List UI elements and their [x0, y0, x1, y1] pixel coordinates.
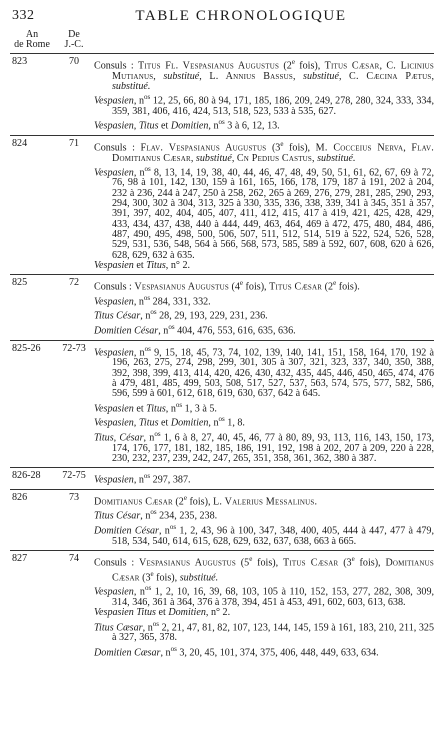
- text-run: os: [154, 429, 161, 438]
- text-run: (5: [235, 557, 250, 569]
- text-run: , n: [133, 296, 144, 308]
- text-run: 234, 235, 238.: [156, 510, 218, 522]
- text-run: Vespasien: [94, 474, 134, 486]
- text-run: ,: [312, 152, 318, 164]
- chronology-entry: [10, 135, 434, 271]
- text-run: fois).: [336, 281, 360, 293]
- text-run: , n: [133, 347, 145, 359]
- text-run: Vespasien: [94, 296, 134, 308]
- text-run: fois),: [283, 142, 316, 154]
- chronology-entry: [10, 489, 434, 547]
- text-run: 3 à 6, 12, 13.: [224, 120, 280, 132]
- text-run: os: [218, 415, 225, 424]
- text-run: , n: [133, 167, 145, 179]
- text-run: ,: [431, 70, 435, 82]
- text-run: os: [152, 619, 159, 628]
- text-run: Vespasien, Titus: [94, 120, 162, 132]
- entry-line: [94, 583, 434, 608]
- text-run: fois),: [252, 557, 284, 569]
- text-run: Flav. Domitianus Cæsar: [112, 142, 435, 164]
- text-run: Titus: [146, 259, 166, 271]
- text-run: os: [143, 472, 151, 481]
- text-run: os: [168, 323, 175, 332]
- year-jc: 72-73: [62, 342, 86, 354]
- text-run: Consuls :: [94, 281, 135, 293]
- text-run: substitué: [303, 70, 339, 82]
- col-head-rome-line2: de Rome: [14, 39, 50, 50]
- entry-body: [94, 139, 434, 271]
- text-run: os: [150, 308, 157, 317]
- text-run: Vespasien: [94, 259, 137, 271]
- text-run: Vespasianus Augustus: [139, 557, 236, 569]
- text-run: e: [351, 555, 355, 564]
- entry-line: [94, 278, 434, 293]
- text-run: Vespasien: [94, 347, 134, 359]
- text-run: , n: [142, 622, 153, 634]
- text-run: 1, 8.: [224, 417, 245, 429]
- text-run: os: [144, 584, 152, 593]
- text-run: Vespasien: [94, 586, 134, 598]
- text-run: e: [150, 569, 154, 578]
- year-rome: 825-26: [12, 342, 41, 354]
- text-run: et: [136, 259, 147, 271]
- text-run: os: [169, 523, 177, 532]
- text-run: , n: [208, 120, 219, 132]
- entry-body: [94, 344, 434, 464]
- text-run: e: [239, 279, 244, 288]
- chronology-entry: [10, 550, 434, 658]
- text-run: (2: [322, 281, 334, 293]
- text-run: Vespasien Titus: [94, 607, 159, 619]
- text-run: et: [136, 402, 147, 414]
- text-run: fois),: [294, 60, 325, 72]
- text-run: C. Licinius Mutianus: [112, 60, 435, 82]
- col-head-rome: [10, 30, 54, 50]
- text-run: Titus Cæsar: [324, 60, 380, 72]
- entry-line: [94, 619, 434, 644]
- chronology-entries: [10, 53, 434, 658]
- year-jc: 73: [68, 491, 80, 503]
- text-run: 1, 6 à 8, 27, 40, 45, 46, 77 à 80, 89, 93, 113, 116, 143, 150, 173, 174, 176, 177, 181, 182, 185, 186, 191, 192, 198 à 202, 207 à 209, 220 à 228, 230, 232, 237, 239, 242, 247, 265, 351, 358, 361, 362, 380 à 387.: [112, 432, 434, 464]
- entry-body: [94, 471, 434, 486]
- text-run: , n: [133, 474, 144, 486]
- text-run: , n: [140, 310, 151, 322]
- year-rome: 826: [12, 491, 28, 503]
- page-header: [10, 6, 434, 28]
- entry-body: [94, 278, 434, 337]
- text-run: fois),: [243, 281, 270, 293]
- text-run: os: [218, 118, 225, 127]
- text-run: substitué.: [179, 572, 219, 584]
- text-run: .: [314, 496, 318, 508]
- text-run: ,: [153, 70, 164, 82]
- text-run: et: [161, 417, 171, 429]
- text-run: Titus César: [94, 510, 141, 522]
- text-run: Vespasianus Augustus: [134, 281, 229, 293]
- entry-line: [94, 322, 434, 337]
- text-run: Titus Cæsar: [94, 622, 143, 634]
- text-run: (2: [279, 60, 292, 72]
- text-run: 28, 29, 193, 229, 231, 236.: [156, 310, 268, 322]
- text-run: e: [291, 58, 295, 66]
- running-title: TABLE CHRONOLOGIQUE: [135, 8, 347, 24]
- text-run: Domitien: [168, 607, 206, 619]
- text-run: et: [158, 607, 169, 619]
- entry-line: [94, 507, 434, 522]
- text-run: Consuls :: [94, 60, 139, 72]
- entry-line: [94, 429, 434, 464]
- text-run: ,: [379, 60, 387, 72]
- entry-line: [94, 293, 434, 308]
- text-run: , n: [140, 510, 151, 522]
- text-run: Titus César: [94, 310, 141, 322]
- text-run: ,: [199, 70, 210, 82]
- text-run: fois),: [186, 496, 213, 508]
- text-run: , n: [158, 525, 170, 537]
- year-rome: 825: [12, 277, 28, 289]
- col-head-jc-line1: De: [68, 29, 80, 40]
- text-run: Consuls :: [94, 557, 140, 569]
- text-run: ,: [338, 70, 350, 82]
- text-run: 1, 2, 10, 16, 39, 68, 103, 105 à 110, 152, 153, 277, 282, 308, 309, 314, 346, 361 à 364, 376 à 378, 394, 451 à 453, 491, 602, 603, 613, 638.: [112, 586, 435, 609]
- entry-line: [94, 522, 434, 547]
- entry-line: [94, 117, 434, 132]
- entry-line: [94, 493, 434, 508]
- text-run: ,: [190, 152, 196, 164]
- text-run: , n° 2.: [205, 607, 231, 619]
- column-headers: [10, 30, 434, 50]
- entry-line: [94, 400, 434, 415]
- text-run: Titus Fl. Vespasianus Augustus: [138, 60, 280, 72]
- entry-line: [94, 139, 434, 164]
- text-run: Titus Cæsar: [269, 281, 323, 293]
- text-run: , n: [133, 95, 145, 107]
- text-run: Domitien: [170, 417, 209, 429]
- text-run: et: [161, 120, 171, 132]
- entry-line: [94, 92, 434, 117]
- text-run: 1, 3 à 5.: [182, 402, 217, 414]
- text-run: , n: [143, 432, 155, 444]
- entry-line: [94, 471, 434, 486]
- year-jc: 72: [68, 277, 80, 289]
- text-run: substitué.: [112, 80, 151, 92]
- text-run: (3: [139, 572, 151, 584]
- text-run: 12, 25, 66, 80 à 94, 171, 185, 186, 209, 249, 278, 280, 324, 333, 334, 359, 381, 406, 416, 424, 513, 518, 523, 533 à 535, 627.: [112, 95, 434, 117]
- text-run: Domitianus Cæsar: [94, 496, 173, 508]
- year-rome: 823: [12, 56, 28, 67]
- text-run: M. Cocceius Nerva: [315, 142, 404, 154]
- text-run: 284, 331, 332.: [150, 296, 211, 308]
- chronology-entry: [10, 467, 434, 486]
- text-run: substitué: [163, 70, 200, 82]
- text-run: ,: [403, 142, 412, 154]
- entry-line: [94, 57, 434, 92]
- year-rome: 826-28: [12, 470, 41, 482]
- text-run: (3: [266, 142, 281, 154]
- text-run: Flav. Vespasianus Augustus: [140, 142, 267, 154]
- chronology-entry: [10, 340, 434, 464]
- text-run: e: [280, 139, 284, 148]
- entry-line: [94, 261, 434, 271]
- text-run: os: [144, 344, 151, 353]
- text-run: Titus, César: [94, 432, 144, 444]
- text-run: Domitien: [170, 120, 209, 132]
- year-jc: 72-75: [62, 470, 86, 482]
- entry-line: [94, 608, 434, 618]
- text-run: (3: [338, 557, 352, 569]
- text-run: Vespasien: [94, 402, 137, 414]
- text-run: L. Valerius Messalinus: [213, 496, 315, 508]
- text-run: Cn Pedius Castus: [236, 152, 313, 164]
- entry-line: [94, 644, 434, 659]
- text-run: C. Cæcina Pætus: [349, 70, 432, 82]
- text-run: (4: [228, 281, 240, 293]
- text-run: 3, 20, 45, 101, 374, 375, 406, 448, 449, 633, 634.: [176, 646, 379, 658]
- text-run: e: [183, 493, 187, 502]
- text-run: , n: [165, 402, 176, 414]
- text-run: L. Annius Bassus: [209, 70, 293, 82]
- text-run: 297, 387.: [150, 474, 191, 486]
- text-run: Domitien César: [94, 325, 159, 337]
- entry-line: [94, 414, 434, 429]
- text-run: , n° 2.: [165, 259, 191, 271]
- text-run: , n: [133, 586, 145, 598]
- text-run: ,: [231, 152, 237, 164]
- text-run: Consuls :: [94, 142, 141, 154]
- year-rome: 827: [12, 553, 28, 565]
- text-run: Domitien César: [94, 525, 159, 537]
- text-run: Titus Cæsar: [283, 557, 339, 569]
- text-run: e: [333, 279, 337, 288]
- text-run: os: [144, 93, 151, 102]
- text-run: , n: [208, 417, 219, 429]
- chronology-entry: [10, 53, 434, 132]
- text-run: Vespasien, Titus: [94, 417, 162, 429]
- text-run: os: [150, 508, 157, 517]
- entry-body: [94, 554, 434, 658]
- entry-line: [94, 307, 434, 322]
- text-run: ,: [292, 70, 304, 82]
- text-run: 8, 13, 14, 19, 38, 40, 44, 46, 47, 48, 49, 50, 51, 61, 62, 67, 69 à 72, 76, 98 à 101, 142, 130, 159 à 161, 165, 166, 178, 179, 187 à 191, 202 à 204, 232 à 236, 244 à 247, 250 à 258, 262, 265 à 269, 276, 279, 281, 285, 290, 293, 294, 300, 302 à 304, 313, 325 à 330, 335, 336, 338, 339, 341 à 345, 351 à 357, 391, 397, 402, 404, 405, 407, 411, 412, 415, 417 à 419, 421, 425, 428, 429, 433, 434, 437, 438, 440 à 444, 449, 463, 464, 469 à 472, 475, 480, 484, 486, 487, 490, 495, 498, 500, 506, 507, 511, 512, 514, 519 à 522, 524, 526, 528, 529, 531, 536, 548, 564 à 566, 568, 573, 585, 589 à 592, 607, 608, 620 à 626, 628, 629, 632 à 635.: [112, 167, 435, 261]
- col-head-rome-line1: An: [25, 29, 39, 40]
- chronology-entry: [10, 274, 434, 337]
- text-run: Vespasien: [94, 167, 134, 179]
- year-jc: 71: [68, 137, 80, 149]
- text-run: os: [170, 644, 177, 653]
- text-run: , n: [160, 646, 171, 658]
- text-run: Domitianus Cæsar: [112, 557, 435, 584]
- text-run: Vespasien: [94, 95, 134, 107]
- text-run: Domitien Cæsar: [94, 646, 161, 658]
- entry-line: [94, 554, 434, 583]
- page-number: 332: [12, 8, 35, 23]
- entry-body: [94, 57, 434, 132]
- year-rome: 824: [12, 137, 28, 149]
- year-jc: 74: [68, 553, 80, 565]
- text-run: e: [249, 555, 253, 564]
- col-head-jc-line2: J.-C.: [64, 39, 84, 50]
- text-run: substitué.: [317, 152, 356, 164]
- entry-body: [94, 493, 434, 547]
- text-run: 1, 2, 43, 96 à 100, 347, 348, 400, 405, 444 à 447, 477 à 479, 518, 534, 540, 614, 615, 628, 629, 632, 637, 638, 663 à 665.: [112, 525, 434, 547]
- year-jc: 70: [68, 56, 80, 67]
- text-run: fois),: [153, 572, 180, 584]
- text-run: os: [144, 164, 151, 173]
- text-run: substitué: [195, 152, 232, 164]
- text-run: os: [175, 400, 183, 409]
- text-run: 9, 15, 18, 45, 73, 74, 102, 139, 140, 141, 151, 158, 164, 170, 192 à 196, 263, 275, 274, 298, 299, 301, 305 à 307, 321, 323, 337, 340, 350, 388, 392, 398, 399, 413, 414, 420, 426, 430, 432, 435, 445, 446, 450, 465, 474, 476 à 479, 481, 485, 499, 503, 508, 517, 527, 537, 563, 574, 575, 577, 582, 586, 596, 599 à 601, 612, 618, 619, 630, 637, 642 à 645.: [112, 347, 434, 400]
- text-run: fois),: [354, 557, 386, 569]
- text-run: Titus: [146, 402, 166, 414]
- text-run: 2, 21, 47, 81, 82, 107, 123, 144, 145, 159 à 161, 183, 210, 211, 325 à 327, 365, 378.: [112, 622, 434, 644]
- col-head-jc: [54, 30, 94, 50]
- text-run: (2: [172, 496, 184, 508]
- text-run: os: [143, 293, 151, 302]
- text-run: , n: [158, 325, 169, 337]
- entry-line: [94, 344, 434, 400]
- text-run: 404, 476, 553, 616, 635, 636.: [174, 325, 296, 337]
- entry-line: [94, 164, 434, 261]
